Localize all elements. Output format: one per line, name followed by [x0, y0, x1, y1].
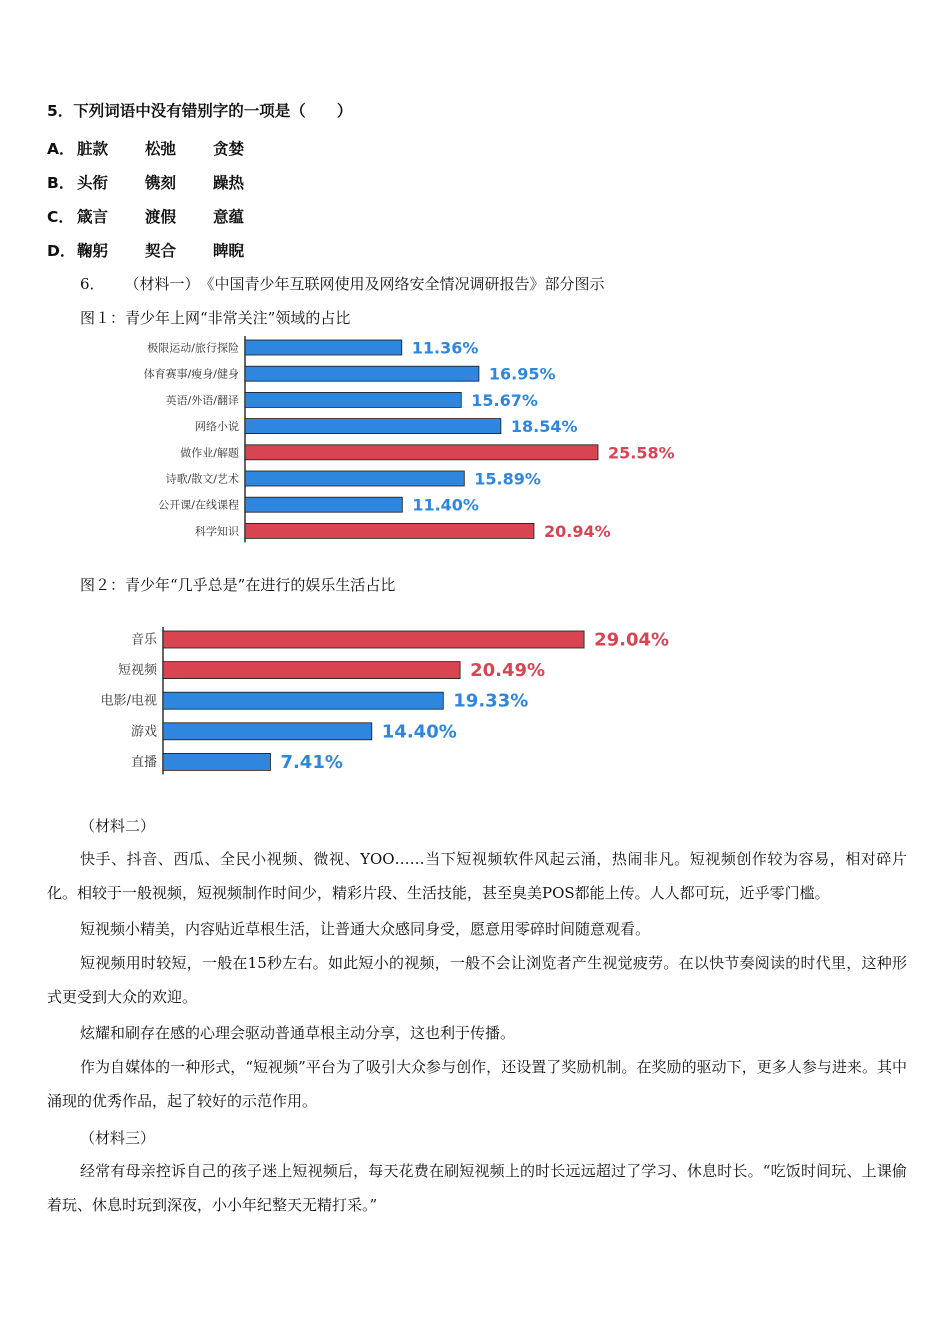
- bar: [245, 523, 534, 538]
- q5-stem: 5．下列词语中没有错别字的一项是（ ）: [47, 102, 353, 120]
- value-label: 14.40%: [381, 721, 457, 743]
- option-letter: C．: [47, 208, 74, 226]
- option-word: 松弛: [145, 140, 177, 158]
- bar: [245, 340, 402, 355]
- category-label: 做作业/解题: [180, 446, 239, 460]
- option-letter: A．: [47, 140, 75, 158]
- option-word: 脏款: [77, 140, 109, 158]
- fig1-title: 图１：青少年上网“非常关注”领域的占比: [80, 309, 351, 327]
- q5-option-d: [47, 239, 281, 261]
- option-word: 契合: [145, 242, 177, 260]
- category-label: 体育赛事/瘦身/健身: [143, 367, 239, 381]
- option-word: 头衔: [77, 174, 109, 192]
- option-word: 睥睨: [213, 242, 245, 260]
- q6-number: 6．: [80, 275, 105, 293]
- option-word: 镌刻: [145, 174, 177, 192]
- category-label: 诗歌/散文/艺术: [165, 472, 239, 486]
- bar: [245, 471, 464, 486]
- material1-intro: （材料一） 《中国青少年互联网使用及网络安全情况调研报告》部分图示: [124, 275, 605, 293]
- category-label: 游戏: [130, 724, 157, 740]
- category-label: 音乐: [130, 632, 157, 648]
- category-label: 公开课/在线课程: [158, 498, 239, 512]
- q5-option-b: [47, 171, 281, 193]
- bar: [163, 692, 443, 709]
- material3-paragraph: 经常有母亲控诉自己的孩子迷上短视频后，每天花费在刷短视频上的时长远远超过了学习、休息时长。“吃饭时间玩、上课偷着玩、休息时玩到深夜，小小年纪整天无精打采。”: [47, 1162, 907, 1214]
- value-label: 25.58%: [608, 443, 675, 463]
- fig2-bar-chart: [70, 618, 730, 786]
- q5-option-a: [47, 137, 281, 159]
- value-label: 16.95%: [488, 364, 556, 384]
- value-label: 29.04%: [594, 629, 670, 651]
- material2-paragraph: 炫耀和刷存在感的心理会驱动普通草根主动分享，这也利于传播。: [80, 1024, 516, 1042]
- material2-label: （材料二）: [80, 817, 156, 835]
- bar: [245, 392, 461, 407]
- fig1-bar-chart: [90, 334, 710, 546]
- option-letter: D．: [47, 242, 76, 260]
- category-label: 电影/电视: [100, 693, 157, 709]
- material2-paragraph: 快手、抖音、西瓜、全民小视频、微视、YOO……当下短视频软件风起云涌，热闹非凡。短视频创作较为容易，相对碎片化。相较于一般视频，短视频制作时间少，精彩片段、生活技能，甚至臭美POS都能上传。人人都可玩，近乎零门槛。: [47, 850, 907, 902]
- option-letter: B．: [47, 174, 75, 192]
- option-word: 意蕴: [213, 208, 245, 226]
- value-label: 18.54%: [510, 417, 578, 437]
- value-label: 15.67%: [471, 390, 538, 410]
- option-word: 箴言: [77, 208, 109, 226]
- value-label: 20.49%: [470, 660, 546, 682]
- q6-intro: [80, 274, 605, 294]
- category-label: 短视频: [117, 663, 157, 679]
- value-label: 11.40%: [412, 495, 479, 515]
- bar: [163, 631, 584, 648]
- material2-paragraph: 短视频用时较短，一般在15秒左右。如此短小的视频，一般不会让浏览者产生视觉疲劳。在以快节奏阅读的时代里，这种形式更受到大众的欢迎。: [47, 954, 907, 1006]
- category-label: 英语/外语/翻译: [165, 393, 239, 407]
- bar: [163, 662, 460, 679]
- value-label: 11.36%: [411, 338, 479, 358]
- option-word: 鞠躬: [77, 242, 109, 260]
- q5-option-c: [47, 205, 281, 227]
- bar: [245, 419, 501, 434]
- fig2-title: 图２：青少年“几乎总是”在进行的娱乐生活占比: [80, 576, 396, 594]
- value-label: 19.33%: [453, 690, 529, 712]
- value-label: 15.89%: [474, 469, 541, 489]
- bar: [245, 366, 479, 381]
- option-word: 贪婪: [213, 140, 245, 158]
- value-label: 7.41%: [280, 751, 343, 773]
- option-word: 渡假: [145, 208, 177, 226]
- bar: [163, 723, 372, 740]
- category-label: 直播: [130, 754, 157, 770]
- value-label: 20.94%: [543, 521, 611, 541]
- material2-paragraph: 短视频小精美，内容贴近草根生活，让普通大众感同身受，愿意用零碎时间随意观看。: [80, 920, 651, 938]
- category-label: 极限运动/旅行探险: [147, 341, 239, 355]
- material2-paragraph: 作为自媒体的一种形式，“短视频”平台为了吸引大众参与创作，还设置了奖励机制。在奖励的驱动下，更多人参与进来。其中涌现的优秀作品，起了较好的示范作用。: [47, 1058, 907, 1110]
- bar: [245, 497, 402, 512]
- bar: [163, 753, 270, 770]
- category-label: 科学知识: [195, 524, 239, 538]
- option-word: 躁热: [213, 174, 245, 192]
- bar: [245, 445, 598, 460]
- category-label: 网络小说: [195, 420, 239, 434]
- material3-label: （材料三）: [80, 1129, 156, 1147]
